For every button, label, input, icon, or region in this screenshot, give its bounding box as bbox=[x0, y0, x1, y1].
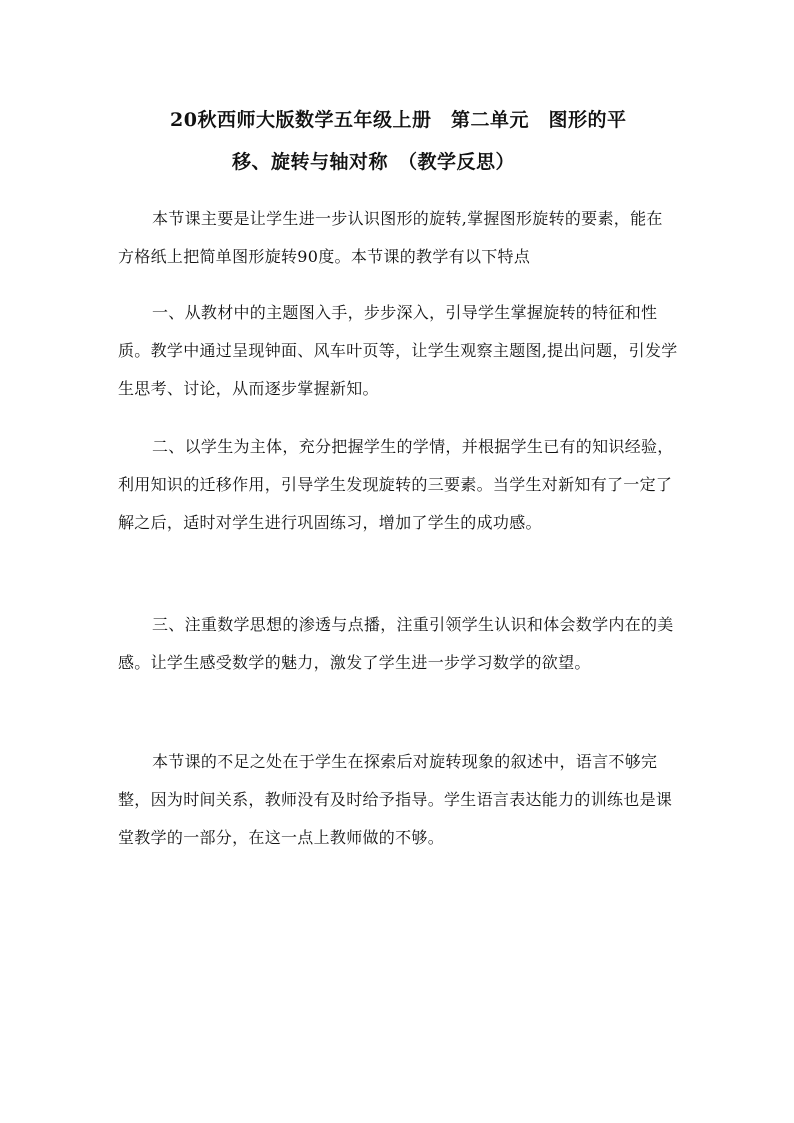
paragraph-point-two: 二、以学生为主体，充分把握学生的学情，并根据学生已有的知识经验，利用知识的迁移作用，引导学生发现旋转的三要素。当学生对新知有了一定了解之后，适时对学生进行巩固练习，增加了学生的成功感。 bbox=[118, 437, 674, 532]
paragraph-shortcomings: 本节课的不足之处在于学生在探索后对旋转现象的叙述中，语言不够完整，因为时间关系，教师没有及时给予指导。学生语言表达能力的训练也是课堂教学的一部分，在这一点上教师做的不够。 bbox=[118, 752, 673, 847]
paragraph-point-one: 一、从教材中的主题图入手，步步深入，引导学生掌握旋转的特征和性质。教学中通过呈现钟面、风车叶页等，让学生观察主题图,提出问题，引发学生思考、讨论，从而逐步掌握新知。 bbox=[118, 303, 678, 398]
paragraph-point-three: 三、注重数学思想的渗透与点播，注重引领学生认识和体会数学内在的美感。让学生感受数学的魅力，激发了学生进一步学习数学的欲望。 bbox=[118, 615, 674, 672]
document-title-line-2: 移、旋转与轴对称 （教学反思） bbox=[232, 151, 516, 173]
document-title-line-1: 20秋西师大版数学五年级上册 第二单元 图形的平 bbox=[170, 109, 627, 131]
paragraph-intro: 本节课主要是让学生进一步认识图形的旋转,掌握图形旋转的要素，能在方格纸上把简单图形旋转90度。本节课的教学有以下特点 bbox=[118, 209, 663, 266]
